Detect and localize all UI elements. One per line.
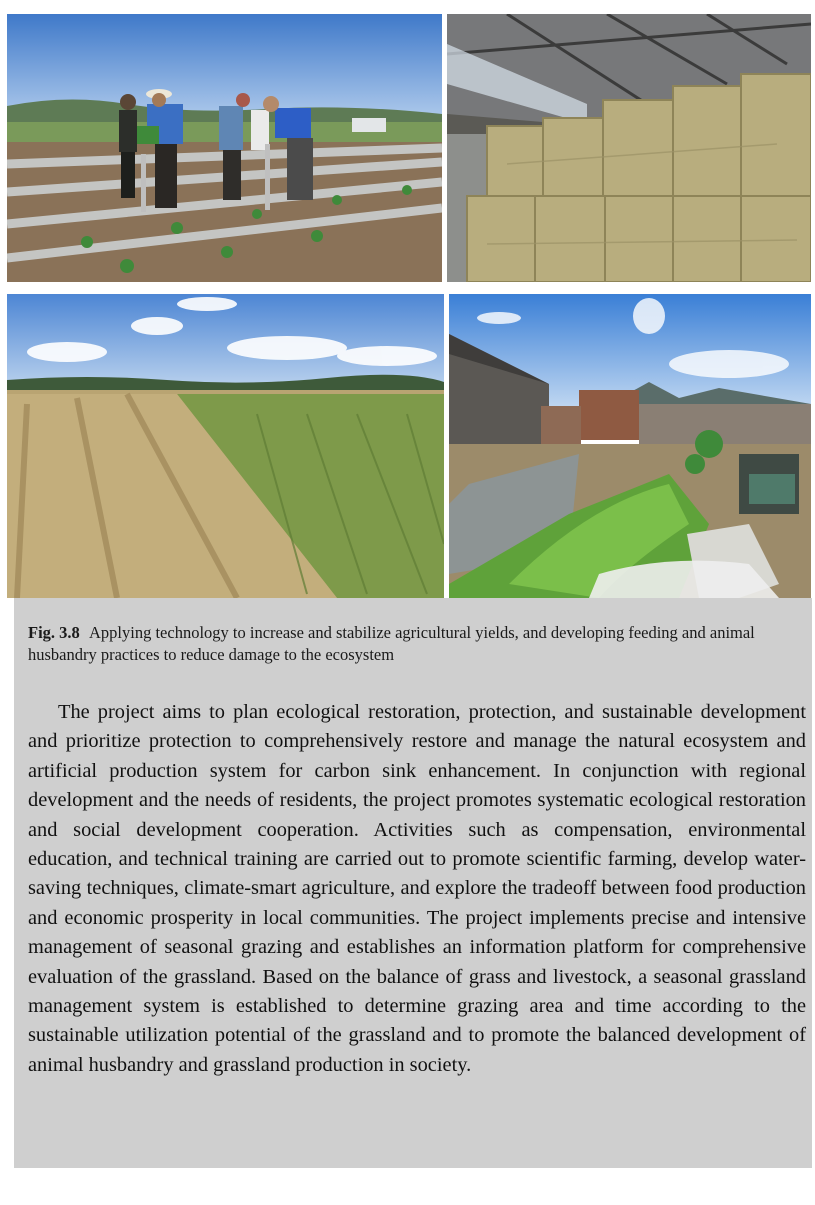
photo-grassland-rows xyxy=(7,294,444,598)
photo-hay-bales-shed xyxy=(447,14,811,282)
body-paragraph: The project aims to plan ecological restoration, protection, and sustainable development and prioritize protection to comprehensively restore and manage the natural ecosystem and artificial production system for carbon sink enhancement. In conjunction with regional development and the needs of residents, the project promotes systematic ecological restoration and social development cooperation. Activities such as compensation, environmental education, and technical training are carried out to promote scientific farming, develop water-saving techniques, climate-smart agriculture, and explore the tradeoff between food production and economic prosperity in local communities. The project implements precise and intensive management of seasonal grazing and establishes an information platform for comprehensive evaluation of the grassland. Based on the balance of grass and livestock, a seasonal grassland management system is established to determine grazing area and time according to the sustainable utilization potential of the grassland and to promote the balanced development of animal husbandry and grassland production in society. xyxy=(28,701,806,1076)
photo-field-planting xyxy=(7,14,442,282)
figure-caption xyxy=(28,622,806,666)
figure-caption-text: Applying technology to increase and stabilize agricultural yields, and developing feeding and animal husbandry practices to reduce damage to the ecosystem xyxy=(28,623,755,664)
photo-silage-pit xyxy=(449,294,811,598)
text-region xyxy=(14,598,812,1168)
figure-photo-grid xyxy=(7,14,811,598)
figure-label: Fig. 3.8 xyxy=(28,623,80,642)
